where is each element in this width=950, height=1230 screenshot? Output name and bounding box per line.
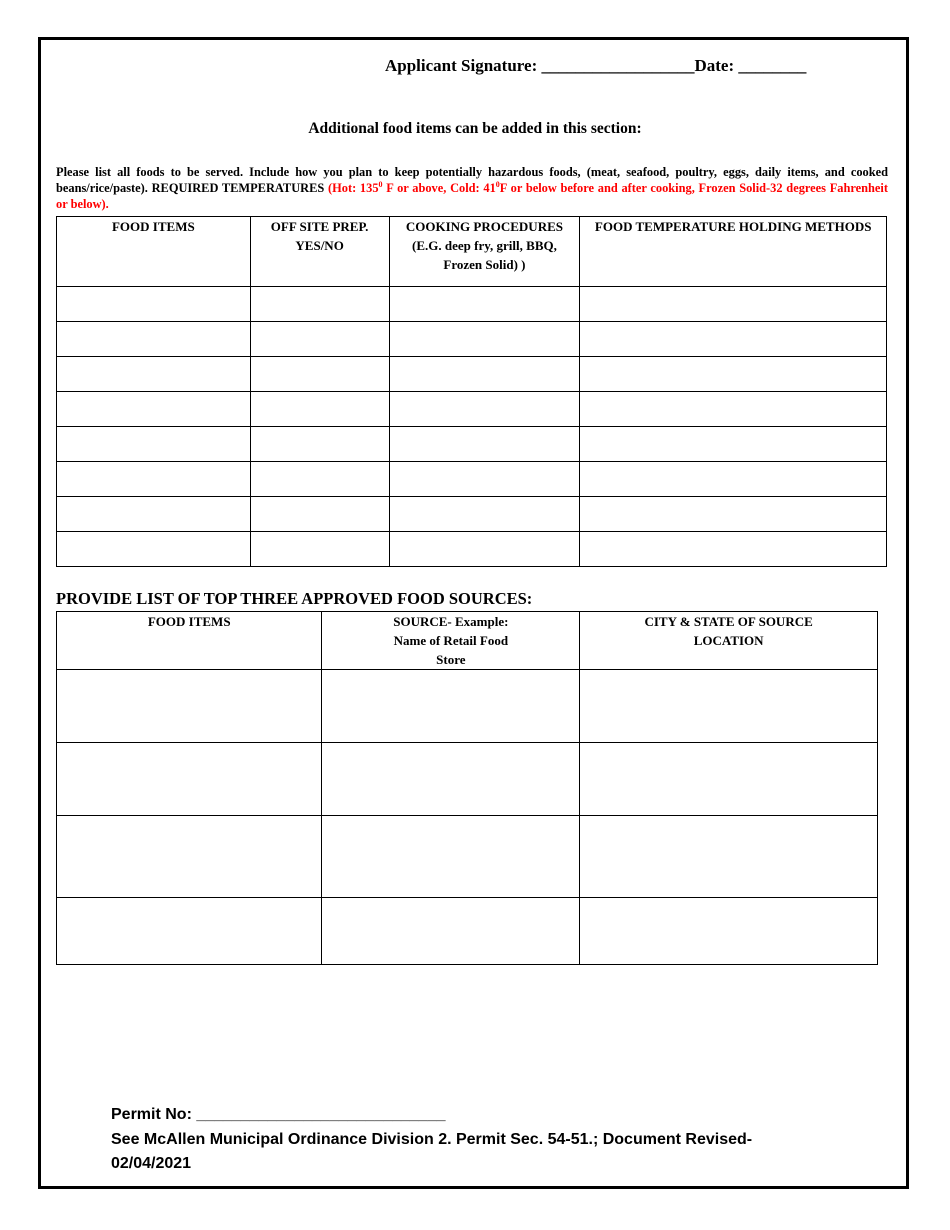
food-item-cell[interactable]: [57, 497, 251, 532]
holding-method-cell[interactable]: [580, 497, 887, 532]
cooking-procedure-cell[interactable]: [389, 462, 580, 497]
food-item-cell[interactable]: [57, 392, 251, 427]
off-site-prep-cell[interactable]: [250, 287, 389, 322]
food-item-cell[interactable]: [57, 532, 251, 567]
permit-number-field[interactable]: Permit No: ____________________________: [111, 1106, 446, 1123]
cooking-procedure-cell[interactable]: [389, 287, 580, 322]
source-name-cell[interactable]: [322, 898, 580, 965]
off-site-prep-cell[interactable]: [250, 392, 389, 427]
ordinance-reference: See McAllen Municipal Ordinance Division 2. Permit Sec. 54-51.; Document Revised- 02/04/2021: [111, 1131, 753, 1172]
off-site-prep-cell[interactable]: [250, 357, 389, 392]
temperature-requirements: (Hot: $135^0$ F or above, Cold: $41^0F$ or below before and after cooking, Frozen Solid-32 degrees Fahrenheit or below).: [56, 179, 888, 211]
holding-method-cell[interactable]: [580, 322, 887, 357]
header-cooking-procedures: COOKING PROCEDURES (E.G. deep fry, grill, BBQ, Frozen Solid) ): [389, 217, 580, 287]
table-row: [57, 670, 878, 743]
table-header-row: [57, 612, 878, 670]
table-row: [57, 532, 887, 567]
source-name-cell[interactable]: [322, 670, 580, 743]
applicant-signature-date-line[interactable]: Applicant Signature: __________________Date: ________: [385, 56, 807, 75]
table-row: [57, 392, 887, 427]
food-items-table: [56, 216, 887, 567]
table-row: [57, 462, 887, 497]
header-off-site-prep: OFF SITE PREP. YES/NO: [250, 217, 389, 287]
source-food-item-cell[interactable]: [57, 816, 322, 898]
cooking-procedure-cell[interactable]: [389, 357, 580, 392]
cooking-procedure-cell[interactable]: [389, 532, 580, 567]
off-site-prep-cell[interactable]: [250, 427, 389, 462]
instructions-text: Please list all foods to be served. Include how you plan to keep potentially hazardous foods, (meat, seafood, poultry, eggs, daily items, and cooked beans/rice/paste). REQUIRED TEMPERATURES: [56, 165, 888, 195]
table-row: [57, 357, 887, 392]
holding-method-cell[interactable]: [580, 392, 887, 427]
city-state-cell[interactable]: [580, 670, 878, 743]
table-row: [57, 287, 887, 322]
header-holding-methods: FOOD TEMPERATURE HOLDING METHODS: [580, 217, 887, 287]
source-food-item-cell[interactable]: [57, 743, 322, 816]
table-row: [57, 898, 878, 965]
food-sources-table: [56, 611, 878, 965]
source-food-item-cell[interactable]: [57, 898, 322, 965]
off-site-prep-cell[interactable]: [250, 497, 389, 532]
source-name-cell[interactable]: [322, 743, 580, 816]
header-food-items: FOOD ITEMS: [57, 217, 251, 287]
food-item-cell[interactable]: [57, 322, 251, 357]
table-row: [57, 816, 878, 898]
section-title: Additional food items can be added in this section:: [308, 120, 642, 137]
table-row: [57, 427, 887, 462]
holding-method-cell[interactable]: [580, 427, 887, 462]
table-row: [57, 497, 887, 532]
table-row: [57, 322, 887, 357]
city-state-cell[interactable]: [580, 816, 878, 898]
city-state-cell[interactable]: [580, 898, 878, 965]
cooking-procedure-cell[interactable]: [389, 322, 580, 357]
food-item-cell[interactable]: [57, 357, 251, 392]
food-item-cell[interactable]: [57, 462, 251, 497]
food-item-cell[interactable]: [57, 427, 251, 462]
header-source-name: SOURCE- Example: Name of Retail Food Store: [322, 612, 580, 670]
cooking-procedure-cell[interactable]: [389, 497, 580, 532]
holding-method-cell[interactable]: [580, 287, 887, 322]
instructions-paragraph: [56, 164, 888, 212]
food-item-cell[interactable]: [57, 287, 251, 322]
off-site-prep-cell[interactable]: [250, 322, 389, 357]
holding-method-cell[interactable]: [580, 462, 887, 497]
cooking-procedure-cell[interactable]: [389, 427, 580, 462]
header-city-state: CITY & STATE OF SOURCE LOCATION: [580, 612, 878, 670]
off-site-prep-cell[interactable]: [250, 532, 389, 567]
table-header-row: [57, 217, 887, 287]
source-food-item-cell[interactable]: [57, 670, 322, 743]
holding-method-cell[interactable]: [580, 357, 887, 392]
table-row: [57, 743, 878, 816]
header-source-food-items: FOOD ITEMS: [57, 612, 322, 670]
cooking-procedure-cell[interactable]: [389, 392, 580, 427]
food-sources-heading: PROVIDE LIST OF TOP THREE APPROVED FOOD SOURCES:: [56, 589, 533, 608]
holding-method-cell[interactable]: [580, 532, 887, 567]
source-name-cell[interactable]: [322, 816, 580, 898]
off-site-prep-cell[interactable]: [250, 462, 389, 497]
city-state-cell[interactable]: [580, 743, 878, 816]
